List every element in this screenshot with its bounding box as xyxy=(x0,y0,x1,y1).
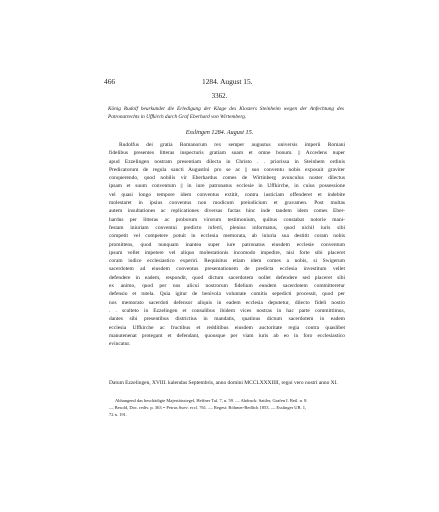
running-header-date: 1284. August 15. xyxy=(202,77,253,86)
body-line: defensio et tutela. Quia igitur de benivola voluntate comitis sepedicti processit, quod per xyxy=(109,291,345,298)
body-line: dantes sibi presentibus districtius in mandatis, quatinus dictum sacerdotem in eadem xyxy=(109,316,345,323)
body-line: vel quasi longo tempore idem conventus extitit, contra iusticiam offenderet et indebite xyxy=(109,191,345,198)
running-header xyxy=(104,77,354,89)
body-line: ex animo, quod per nos alicui nostrorum fidelium eundem sacerdotem committeretur xyxy=(109,283,345,290)
datum-clause: Datum Ezzelingen, XVIII. kalendas Septembris, anno domini MCCLXXXIIII, regni vero nostri anno XI. xyxy=(109,380,338,386)
body-line: autem insultationes ac replicationes diversas factas hinc inde tandem idem comes Eber- xyxy=(109,208,345,215)
body-line: ipsum vellet impetere vel aliquo molestationis incomodo impedire, nisi forte sibi placeret xyxy=(109,249,345,256)
note-line: 72 n. 191. xyxy=(109,412,127,417)
body-line: promittens, quod nunquam inantea super iure patronatus eiusdem ecclesie conventum xyxy=(109,241,345,248)
regest-summary: König Rudolf beurkundet die Erledigung der Klage des Klosters Steinheim wegen der Anfechtung des Patronatrechts in Uffkirch durch Graf Eberhard von Wirtemberg. xyxy=(108,106,344,120)
note-line: — Besold, Doc. rediv. p. 363 = Petrus Suev. eccl. 761. — Regest: Böhmer-Redlich 1853. — Esslinger UB. 1, xyxy=(109,405,307,410)
charter-body-text xyxy=(109,141,345,348)
place-date-line: Esslingen 1284. August 15. xyxy=(185,129,254,136)
note-line: Abhangend das beschädigte Majestätssiegel, Heffner Taf. 7, n. 59. — Abdruck: Sattler, Grafen I. Beil. n. 8. xyxy=(115,398,308,403)
body-line: evincatur. xyxy=(109,341,131,348)
body-line: molestaret in ipsius conventus non modicum preiudicium et gravamen. Post multas xyxy=(109,200,345,207)
body-line: apud Ezzelingen nostram presentiam dilecta in Christo . . priorissa in Steinhem ordinis xyxy=(109,158,345,165)
body-line: . . sculteto in Ezzelingen et consulibus ibidem vices nostras in hac parte committimus, xyxy=(109,307,345,314)
body-line: fidelibus presentes litteras inspecturis gratiam suam et omne bonum. || Accedens nuper xyxy=(109,150,345,157)
body-line: festam iniuriam conventui predicto inferri, plenius informatus, quod nichil iuris sibi xyxy=(109,224,345,231)
body-line: ecclesia Uffkirche ac fructibus et redditibus eiusdem auctoritate regia contra quaslibet xyxy=(109,324,345,331)
body-line: Rudolfus dei gratia Romanorum rex semper augustus universis imperii Romani xyxy=(119,142,345,148)
body-line: Predicatorum de regula sancti Augustini pro se ac || suo conventu nobis exposuit graviter xyxy=(109,166,345,173)
body-line: defendere in eadem, respondit, quod dictum sacerdotem nollet defendere sed placeret sibi xyxy=(109,274,345,281)
body-line: ipsam et suum conventum || in iure patronatus ecclesie in Uffkirche, in cuius possessione xyxy=(109,183,345,190)
body-line: hardus per litteras ac proborum virorum testimonium, quibus constabat notorie mani- xyxy=(109,216,345,223)
body-line: conquerendo, quod nobilis vir Eberhardus comes de Wirtinberg avunculus noster dilectus xyxy=(109,175,345,182)
body-line: manutenenat protegant et defendant, quousque per viam iuris ab eo in foro ecclesiastico xyxy=(109,332,345,339)
page-number: 466 xyxy=(104,77,116,86)
body-line: coram iudice ecclesiastico experiri. Requisitus etiam idem comes a nobis, si Swigerum xyxy=(109,258,345,265)
document-number: 3362. xyxy=(211,92,228,100)
body-line: competit vel competere potuit in ecclesia memorata, ab iniuria sua destitit coram nobis xyxy=(109,233,345,240)
body-line: sacerdotem ad eiusdem conventus presentationem de predicta ecclesia investitum vellet xyxy=(109,266,345,273)
body-line: nos memorato sacerdoti defensor aliquis in eadem ecclesia deputetur, dilecto fideli nostro xyxy=(109,299,345,306)
editorial-notes xyxy=(109,397,345,418)
